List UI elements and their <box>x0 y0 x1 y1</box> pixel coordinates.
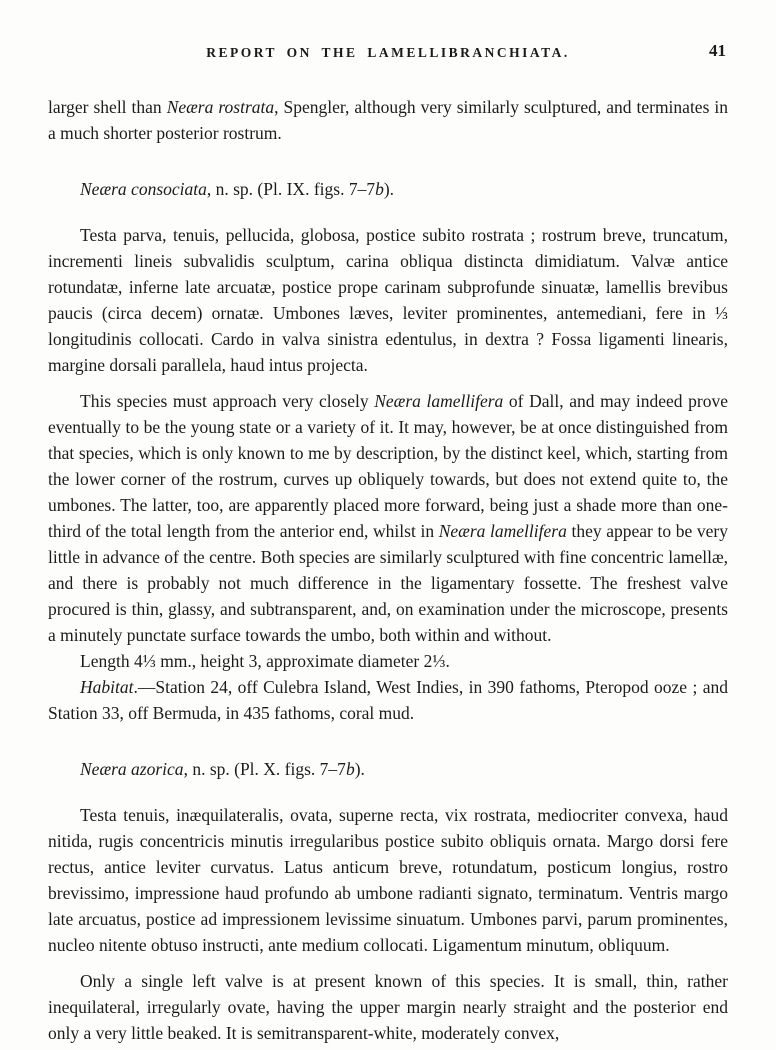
measurements-line: Length 4⅓ mm., height 3, approximate diameter 2⅓. <box>80 651 450 671</box>
description-paragraph-azorica: Only a single left valve is at present known of this species. It is small, thin, rather inequilateral, irregularly ovate, having the upper margin nearly straight and the posterior end only a very little beaked. It is semitransparent-white, moderately convex, <box>48 971 728 1043</box>
species-heading-consociata: Neæra consociata, n. sp. (Pl. IX. figs. 7–7b). <box>80 179 395 199</box>
paragraph-continuation: larger shell than Neæra rostrata, Spengler, although very similarly sculptured, and terminates in a much shorter posterior rostrum. <box>48 97 728 143</box>
species-heading-azorica: Neæra azorica, n. sp. (Pl. X. figs. 7–7b). <box>80 759 365 779</box>
latin-diagnosis-azorica: Testa tenuis, inæquilateralis, ovata, superne recta, vix rostrata, mediocriter convexa, haud nitida, rugis concentricis minutis irregularibus postice subito obliquis ornata. Margo dorsi fere rectus, antice leviter curvatus. Latus anticum breve, rotundatum, posticum longius, rostro brevissimo, impressione haud profundo ab umbone radianti signato, terminatum. Ventris margo late arcuatus, postice ad impressionem levissime sinuatum. Umbones parvi, parum prominentes, nucleo nitente obtuso instructi, ante medium collocati. Ligamentum minutum, obliquum. <box>48 805 728 955</box>
page-number: 41 <box>709 41 726 60</box>
page-body <box>48 94 728 1046</box>
description-paragraph-consociata: This species must approach very closely Neæra lamellifera of Dall, and may indeed prove eventually to be the young state or a variety of it. It may, however, be at once distinguished from that species, which is only known to me by description, by the distinct keel, which, starting from the lower corner of the rostrum, curves up obliquely towards, but does not extend quite to, the umbones. The latter, too, are apparently placed more forward, being just a shade more than one-third of the total length from the anterior end, whilst in Neæra lamellifera they appear to be very little in advance of the centre. Both species are similarly sculptured with fine concentric lamellæ, and there is probably not much difference in the ligamentary fossette. The freshest valve procured is thin, glassy, and subtransparent, and, on examination under the microscope, presents a minutely punctate surface towards the umbo, both within and without. <box>48 391 728 645</box>
habitat-line: Habitat.—Station 24, off Culebra Island, West Indies, in 390 fathoms, Pteropod ooze ; and Station 33, off Bermuda, in 435 fathoms, coral mud. <box>48 677 728 723</box>
latin-diagnosis-consociata: Testa parva, tenuis, pellucida, globosa, postice subito rostrata ; rostrum breve, truncatum, incrementi lineis subvalidis sculptum, carina obliqua distincta dimidiatum. Valvæ antice rotundatæ, inferne late arcuatæ, postice prope carinam subprofunde sinuatæ, lamellis brevibus paucis (circa decem) ornatæ. Umbones læves, leviter prominentes, antemediani, fere in ⅓ longitudinis collocati. Cardo in valva sinistra edentulus, in dextra ? Fossa ligamenti linearis, margine dorsali parallela, haud intus projecta. <box>48 225 728 375</box>
page-header <box>48 41 728 68</box>
running-title: REPORT ON THE LAMELLIBRANCHIATA. <box>206 45 570 60</box>
